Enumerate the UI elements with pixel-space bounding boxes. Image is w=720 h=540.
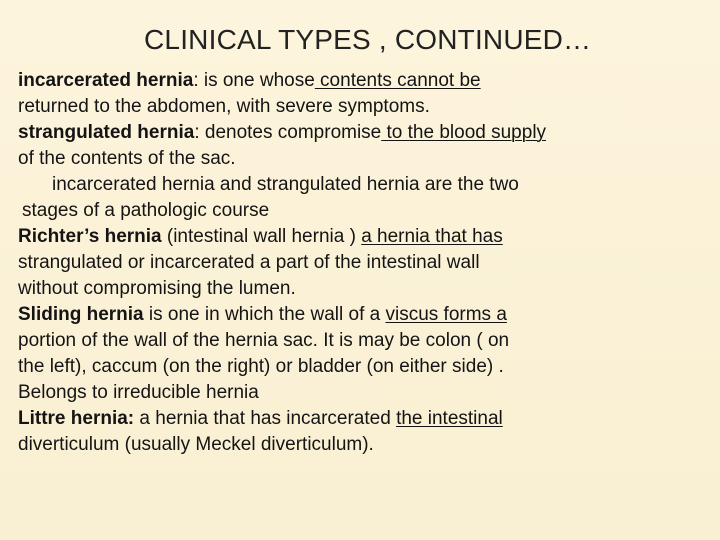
line-text: is one in which the wall of a xyxy=(143,304,386,325)
text-line xyxy=(18,224,708,250)
line-text: without compromising the lumen. xyxy=(18,278,296,299)
line-text: the left), caccum (on the right) or bladder (on either side) . xyxy=(18,356,504,377)
line-text: Belongs to irreducible hernia xyxy=(18,382,259,403)
line-text: returned to the abdomen, with severe symptoms. xyxy=(18,96,430,117)
text-line xyxy=(18,380,708,406)
term-incarcerated-hernia: incarcerated hernia xyxy=(18,70,194,91)
underlined-text: viscus forms a xyxy=(385,304,507,325)
term-richters-hernia: Richter’s hernia xyxy=(18,226,162,247)
paragraph-strangulated-hernia xyxy=(18,120,708,172)
slide-title: CLINICAL TYPES , CONTINUED… xyxy=(144,24,592,55)
line-text: (intestinal wall hernia ) xyxy=(161,226,362,247)
line-text: : is one whose xyxy=(193,70,315,91)
text-line xyxy=(18,432,708,458)
text-line xyxy=(18,354,708,380)
text-line xyxy=(18,328,708,354)
underlined-text: contents cannot be xyxy=(314,70,481,91)
line-text: a hernia that has incarcerated xyxy=(134,408,397,429)
text-line xyxy=(18,406,708,432)
text-line xyxy=(18,94,708,120)
underlined-text: the intestinal xyxy=(396,408,503,429)
text-line xyxy=(18,250,708,276)
text-line xyxy=(22,198,708,224)
term-sliding-hernia: Sliding hernia xyxy=(18,304,144,325)
paragraph-sliding-hernia xyxy=(18,302,708,406)
term-strangulated-hernia: strangulated hernia xyxy=(18,122,195,143)
line-text: stages of a pathologic course xyxy=(22,200,270,221)
line-text: strangulated or incarcerated a part of the intestinal wall xyxy=(18,252,480,273)
term-littre-hernia: Littre hernia: xyxy=(18,408,135,429)
line-text: of the contents of the sac. xyxy=(18,148,236,169)
text-line xyxy=(18,302,708,328)
paragraph-richters-hernia xyxy=(18,224,708,302)
text-line xyxy=(18,276,708,302)
text-line xyxy=(18,68,708,94)
underlined-text: to the blood supply xyxy=(381,122,547,143)
underlined-text: a hernia that has xyxy=(361,226,503,247)
line-text: incarcerated hernia and strangulated hernia are the two xyxy=(52,174,519,195)
line-text: : denotes compromise xyxy=(194,122,382,143)
paragraph-stages xyxy=(18,172,708,224)
paragraph-littre-hernia xyxy=(18,406,708,458)
line-text: portion of the wall of the hernia sac. It is may be colon ( on xyxy=(18,330,510,351)
text-line xyxy=(18,120,708,146)
text-line xyxy=(18,146,708,172)
line-text: diverticulum (usually Meckel diverticulum). xyxy=(18,434,374,455)
paragraph-incarcerated-hernia xyxy=(18,68,708,120)
slide-content xyxy=(18,68,708,458)
text-line xyxy=(22,172,708,198)
